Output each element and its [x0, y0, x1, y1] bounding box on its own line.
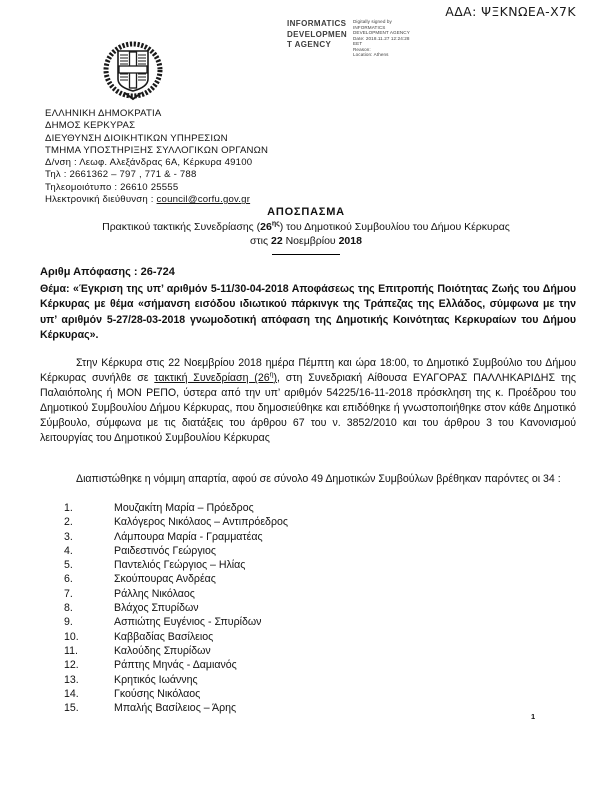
document-subtitle: Πρακτικού τακτικής Συνεδρίασης $(26^{\eta\varsigma})$ του Δημοτικού Συμβουλίου του Δήμου Κέρκυρας: [102, 220, 510, 233]
body-paragraph-quorum: Διαπιστώθηκε η νόμιμη απαρτία, αφού σε σύνολο 49 Δημοτικών Συμβούλων βρέθηκαν παρόντες οι 34 :: [76, 473, 561, 485]
attendee-row: 12. Ράπτης Μηνάς - Δαμιανός: [64, 659, 237, 672]
letterhead-fax: Τηλεομοιότυπο : 26610 25555: [45, 181, 179, 193]
body-paragraph-session: Στην Κέρκυρα στις 22 Νοεμβρίου 2018 ημέρα Πέμπτη και ώρα 18:00, το Δημοτικό Συμβούλιο του Δήμου Κέρκυρας συνήλθε σε τακτική Συνεδρίαση $(26^\eta)$, στη Συνεδριακή Αίθουσα ΕΥΑΓΟΡΑΣ ΠΑΛΛΗΚΑΡΙΔΗΣ της Παλαιόπολης ή ΜΟΝ ΡΕΠΟ, ύστερα από την υπ’ αριθμόν 54225/16-11-2018 πρόσκληση της κ. Προέδρου του Δημοτικού Συμβουλίου Δήμου Κέρκυρας, που δημοσιεύθηκε και επιδόθηκε ή γνωστοποιήθηκε στον κάθε Δημοτικό Σύμβουλο, σύμφωνα με τις διατάξεις του άρθρου 67 του ν. 3852/2010 και του άρθρου 3 του Κανονισμού λειτουργίας του Δημοτικού Συμβουλίου Κέρκυρας: [40, 357, 576, 445]
session-date: στις 22 Νοεμβρίου 2018: [250, 235, 362, 247]
decision-subject: Θέμα: «Έγκριση της υπ’ αριθμόν 5-11/30-04-2018 Αποφάσεως της Επιτροπής Ποιότητας Ζωής του Δήμου Κέρκυρας με θέμα «σήμανση εισόδου ιδιωτικού πάρκινγκ της Τράπεζας της Ελλάδος, σύμφωνα με την υπ’ αριθμόν 5-27/28-03-2018 γνωμοδοτική απόφαση της Δημοτικής Κοινότητας Κερκυραίων του Δήμου Κέρκυρας».: [40, 283, 576, 341]
attendee-row: 11. Καλούδης Σπυρίδων: [64, 644, 211, 657]
letterhead-municipality: ΔΗΜΟΣ ΚΕΡΚΥΡΑΣ: [45, 120, 136, 132]
attendee-row: 5. Παντελιός Γεώργιος – Ηλίας: [64, 559, 246, 572]
letterhead-country: ΕΛΛΗΝΙΚΗ ΔΗΜΟΚΡΑΤΙΑ: [45, 108, 162, 119]
letterhead-department: ΤΜΗΜΑ ΥΠΟΣΤΗΡΙΞΗΣ ΣΥΛΛΟΓΙΚΩΝ ΟΡΓΑΝΩΝ: [45, 144, 269, 156]
attendee-row: 15. Μπαλής Βασίλειος – Άρης: [64, 702, 237, 715]
underlined-session-ref: τακτική Συνεδρίαση $(26^\eta)$: [154, 371, 278, 385]
attendee-row: 13. Κρητικός Ιωάννης: [64, 673, 198, 686]
decision-number: Αριθμ Απόφασης : 26-724: [40, 266, 175, 278]
email-link[interactable]: council@corfu.gov.gr: [156, 194, 251, 206]
attendee-row: 1. Μουζακίτη Μαρία – Πρόεδρος: [64, 502, 254, 514]
stamp-signature-details: Digitally signed by INFORMATICS DEVELOPMENT AGENCY Date: 2018.11.27 12:24:28 EET Reason: Location: Athens: [353, 19, 410, 57]
attendee-row: 2. Καλόγερος Νικόλαος – Αντιπρόεδρος: [64, 516, 288, 529]
ada-code: ΑΔΑ: ΨΞΚΝΩΕΑ-Χ7Κ: [445, 4, 576, 19]
attendees-list: [64, 501, 288, 715]
page-number: 1: [531, 712, 536, 721]
document-title: ΑΠΟΣΠΑΣΜΑ: [267, 206, 345, 218]
stamp-agency-name: INFORMATICS DEVELOPMEN T AGENCY: [287, 19, 348, 49]
email-label: Ηλεκτρονική διεύθυνση :: [45, 194, 157, 206]
attendee-row: 8. Βλάχος Σπυρίδων: [64, 602, 199, 615]
title-block: [0, 206, 612, 255]
letterhead-email-line: [45, 194, 268, 206]
attendee-row: 14. Γκούσης Νικόλαος: [64, 687, 201, 700]
attendee-row: 7. Ράλλης Νικόλαος: [64, 587, 195, 600]
attendee-row: 4. Ραιδεστινός Γεώργιος: [64, 544, 216, 557]
attendee-row: 9. Ασπιώτης Ευγένιος - Σπυρίδων: [64, 616, 262, 629]
letterhead-phone: Τηλ : 2661362 – 797 , 771 & - 788: [45, 169, 197, 181]
attendee-row: 3. Λάμπουρα Μαρία - Γραμματέας: [64, 530, 263, 543]
letterhead: [45, 108, 268, 206]
letterhead-address: Δ/νση : Λεωφ. Αλεξάνδρας 6Α, Κέρκυρα 49100: [45, 157, 253, 169]
letterhead-directorate: ΔΙΕΥΘΥΝΣΗ ΔΙΟΙΚΗΤΙΚΩΝ ΥΠΗΡΕΣΙΩΝ: [45, 132, 228, 144]
digital-signature-stamp: [287, 19, 431, 58]
attendee-row: 6. Σκούπουρας Ανδρέας: [64, 573, 216, 586]
hellenic-republic-emblem-icon: [101, 41, 165, 107]
attendee-row: 10. Καββαδίας Βασίλειος: [64, 630, 214, 643]
divider-rule: [272, 254, 340, 255]
